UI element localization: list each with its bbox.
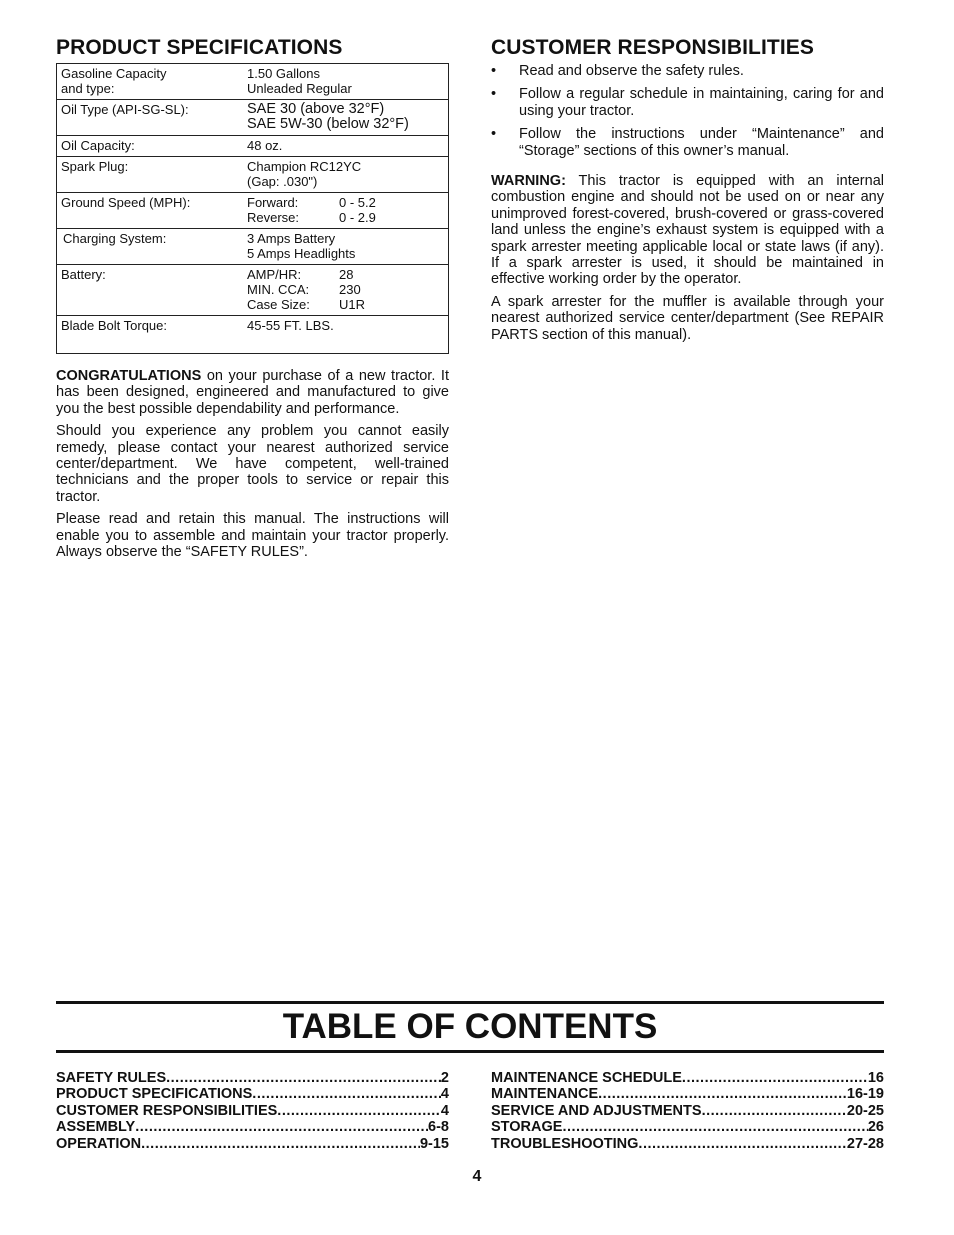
spec-row-oil-capacity <box>57 136 449 157</box>
toc-entry-title: SERVICE AND ADJUSTMENTS <box>491 1102 702 1119</box>
toc-entry-page: 20-25 <box>846 1102 884 1119</box>
responsibilities-list <box>491 63 884 159</box>
spec-pair-value: 0 - 5.2 <box>339 195 376 210</box>
spec-pair-value: 230 <box>339 282 361 297</box>
spec-value-line: SAE 30 (above 32°F) <box>247 101 385 117</box>
toc-entry[interactable] <box>491 1103 884 1119</box>
spec-row-blade-torque <box>57 316 449 354</box>
toc-entry-page: 26 <box>867 1119 884 1136</box>
list-item <box>491 63 884 79</box>
spec-row-gasoline <box>57 64 449 100</box>
spec-label-line: and type: <box>61 81 115 96</box>
toc-entry[interactable] <box>56 1136 449 1152</box>
spec-label-line: Gasoline Capacity <box>61 66 167 81</box>
warning-text: This tractor is equipped with an internal combustion engine and should not be used on or near any unimproved forest-covered, brush-covered or grass-covered land unless the engine’s exhaust system is equipped with a spark arrester meeting applicable local or state laws (if any). If a spark arrester is used, it should be maintained in effective working order by the operator. <box>491 173 884 288</box>
spec-pair-value: 28 <box>339 267 354 282</box>
spec-pair <box>247 267 444 282</box>
spec-value-line: 1.50 Gallons <box>247 66 320 81</box>
spec-value-line: (Gap: .030") <box>247 174 318 189</box>
spec-label <box>57 193 244 229</box>
spec-value <box>243 100 449 136</box>
specs-table <box>56 63 449 354</box>
spec-value <box>243 64 449 100</box>
spec-value-line: 45-55 FT. LBS. <box>247 318 334 333</box>
toc-entry-page: 16-19 <box>846 1086 884 1103</box>
toc-entry-title: TROUBLESHOOTING <box>491 1135 639 1152</box>
spec-value-line: Champion RC12YC <box>247 159 362 174</box>
toc-leader <box>562 1119 867 1135</box>
page-number: 4 <box>472 1168 482 1185</box>
spec-value-line: 48 oz. <box>247 138 283 153</box>
spec-label-line: Blade Bolt Torque: <box>61 318 167 333</box>
toc-entry-page: 16 <box>867 1070 884 1086</box>
spec-value-line: 3 Amps Battery <box>247 231 336 246</box>
toc-leader <box>135 1119 428 1135</box>
spec-row-spark-plug <box>57 157 449 193</box>
bullet-icon: • <box>491 126 497 143</box>
toc-entry-title: MAINTENANCE SCHEDULE <box>491 1070 682 1086</box>
toc-leader <box>252 1086 441 1102</box>
toc-entry-title: CUSTOMER RESPONSIBILITIES <box>56 1102 278 1119</box>
warning-lead: WARNING: <box>491 173 566 190</box>
spec-label-line: Ground Speed (MPH): <box>61 195 191 210</box>
spec-label-line: Oil Capacity: <box>61 138 135 153</box>
congratulations-text: on your purchase of a new tractor. It has been designed, engineered and manufactured to give you the best possible dependability and performance. <box>56 368 449 417</box>
list-item-text: Follow the instructions under “Maintenance” and “Storage” sections of this owner’s manual. <box>519 126 884 159</box>
spec-value <box>243 316 449 354</box>
toc-leader <box>141 1136 420 1152</box>
list-item-text: Follow a regular schedule in maintaining, caring for and using your tractor. <box>519 86 884 119</box>
list-item <box>491 86 884 119</box>
spec-pair <box>247 297 444 312</box>
specs-heading: PRODUCT SPECIFICATIONS <box>56 36 343 59</box>
spec-value-line: SAE 5W-30 (below 32°F) <box>247 116 409 132</box>
toc-leader <box>638 1136 846 1152</box>
spec-row-charging <box>57 229 449 265</box>
spec-row-battery <box>57 265 449 316</box>
toc-leader <box>682 1070 868 1086</box>
spec-label-line: Battery: <box>61 267 106 282</box>
spec-value <box>243 265 449 316</box>
toc-entry-page: 4 <box>440 1086 449 1103</box>
spec-pair-value: U1R <box>339 297 366 312</box>
toc-leader <box>702 1103 847 1119</box>
toc-entry-title: PRODUCT SPECIFICATIONS <box>56 1086 253 1103</box>
right-column <box>491 36 884 349</box>
spec-label <box>57 100 244 136</box>
toc-right-column <box>491 1070 884 1152</box>
toc-leader <box>166 1070 441 1086</box>
spec-label <box>57 265 244 316</box>
spec-value-line: Unleaded Regular <box>247 81 352 96</box>
toc-entry-title: SAFETY RULES <box>56 1070 167 1086</box>
toc-entry-title: MAINTENANCE <box>491 1086 599 1103</box>
spec-pair-key: Case Size: <box>247 297 310 312</box>
spec-pair-key: Reverse: <box>247 210 300 225</box>
spec-label-line: Charging System: <box>63 231 167 246</box>
toc-entry[interactable] <box>491 1086 884 1102</box>
spec-row-oil-type <box>57 100 449 136</box>
toc-entry-page: 2 <box>440 1070 449 1086</box>
toc-entry-title: STORAGE <box>491 1119 563 1136</box>
toc-entry[interactable] <box>491 1136 884 1152</box>
toc-entry-title: ASSEMBLY <box>56 1119 136 1136</box>
toc-bottom-rule <box>56 1050 884 1053</box>
spec-value <box>243 229 449 265</box>
responsibilities-heading: CUSTOMER RESPONSIBILITIES <box>491 36 814 59</box>
spec-pair-key: MIN. CCA: <box>247 282 310 297</box>
spec-value <box>243 157 449 193</box>
spec-value <box>243 136 449 157</box>
spec-pair <box>247 210 444 225</box>
spec-label <box>57 157 244 193</box>
left-column <box>56 36 449 566</box>
list-item <box>491 126 884 159</box>
spec-value-line: 5 Amps Headlights <box>247 246 356 261</box>
spec-pair-key: AMP/HR: <box>247 267 302 282</box>
toc-entry[interactable] <box>491 1119 884 1135</box>
toc-entry[interactable] <box>56 1119 449 1135</box>
spec-pair-key: Forward: <box>247 195 299 210</box>
toc-top-rule <box>56 1001 884 1004</box>
spec-label-line: Spark Plug: <box>61 159 129 174</box>
spec-row-ground-speed <box>57 193 449 229</box>
service-paragraph: Should you experience any problem you cannot easily remedy, please contact your nearest authorized service center/department. We have competent, well-trained technicians and the proper tools to service or repair this tractor. <box>56 423 449 505</box>
toc-entry-page: 4 <box>440 1102 449 1119</box>
spec-label <box>57 64 244 100</box>
toc-entry-page: 27-28 <box>846 1135 884 1152</box>
toc-entry[interactable] <box>56 1086 449 1102</box>
congratulations-lead: CONGRATULATIONS <box>56 368 202 384</box>
toc-entry[interactable] <box>56 1070 449 1086</box>
spark-arrester-paragraph: A spark arrester for the muffler is available through your nearest authorized service center/department (See REPAIR PARTS section of this manual). <box>491 293 884 343</box>
spec-pair-value: 0 - 2.9 <box>339 210 376 225</box>
toc-leader <box>598 1086 847 1102</box>
toc-entry-page: 9-15 <box>419 1135 449 1152</box>
toc-entry-page: 6-8 <box>428 1119 449 1136</box>
spec-pair <box>247 195 444 210</box>
warning-paragraph <box>491 173 884 288</box>
bullet-icon: • <box>491 86 497 103</box>
spec-label <box>57 136 244 157</box>
toc-entry-title: OPERATION <box>56 1135 142 1152</box>
spec-label <box>57 229 244 265</box>
spec-label <box>57 316 244 354</box>
congratulations-paragraph <box>56 368 449 417</box>
bullet-icon: • <box>491 63 497 79</box>
spec-label-line: Oil Type (API-SG-SL): <box>61 102 189 117</box>
toc-entry[interactable] <box>56 1103 449 1119</box>
toc-leader <box>277 1103 441 1119</box>
list-item-text: Read and observe the safety rules. <box>519 63 744 79</box>
retain-manual-paragraph: Please read and retain this manual. The instructions will enable you to assemble and maintain your tractor properly. Always observe the “SAFETY RULES”. <box>56 511 449 561</box>
toc-left-column <box>56 1070 449 1152</box>
spec-pair <box>247 282 444 297</box>
toc-entry[interactable] <box>491 1070 884 1086</box>
spec-value <box>243 193 449 229</box>
toc-title: TABLE OF CONTENTS <box>282 1007 658 1046</box>
